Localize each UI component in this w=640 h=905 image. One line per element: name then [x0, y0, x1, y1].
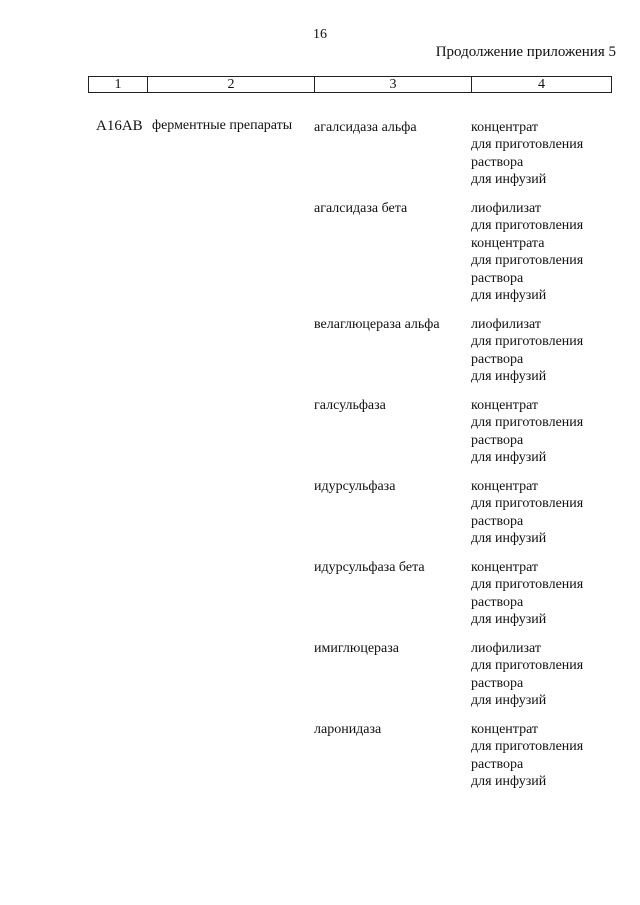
dosage-form-line: для инфузий: [471, 369, 547, 385]
dosage-form-line: для инфузий: [471, 450, 547, 466]
dosage-form-line: концентрат: [471, 722, 539, 737]
dosage-form-line: раствора: [471, 270, 524, 286]
dosage-form-line: раствора: [471, 675, 524, 691]
dosage-form-line: концентрат: [471, 479, 539, 494]
drug-name: идурсульфаза бета: [314, 560, 425, 575]
continuation-heading: Продолжение приложения 5: [435, 44, 616, 60]
dosage-form: [471, 397, 583, 467]
dosage-form-line: для приготовления: [471, 137, 584, 153]
dosage-form-line: для приготовления: [471, 253, 584, 269]
dosage-form: [471, 640, 583, 710]
dosage-form-line: лиофилизат: [471, 317, 542, 332]
drug-name: идурсульфаза: [314, 479, 396, 494]
dosage-form-line: для приготовления: [471, 577, 584, 593]
dosage-form-line: раствора: [471, 432, 524, 448]
dosage-form-line: для инфузий: [471, 774, 547, 790]
dosage-form-line: концентрат: [471, 560, 539, 575]
drug-name: велаглюцераза альфа: [314, 317, 440, 332]
drug-name: агалсидаза альфа: [314, 120, 417, 135]
dosage-form-line: концентрат: [471, 120, 539, 135]
page-number: 16: [313, 27, 327, 42]
dosage-form: [471, 119, 583, 189]
dosage-form-line: лиофилизат: [471, 201, 542, 216]
dosage-form-line: для инфузий: [471, 172, 547, 188]
dosage-form-line: для приготовления: [471, 658, 584, 674]
dosage-form-line: для инфузий: [471, 612, 547, 628]
drug-name: агалсидаза бета: [314, 201, 408, 216]
dosage-form-line: для приготовления: [471, 739, 584, 755]
drug-name: галсульфаза: [314, 398, 386, 413]
dosage-form: [471, 721, 583, 791]
dosage-form-line: для приготовления: [471, 496, 584, 512]
dosage-form: [471, 200, 583, 304]
dosage-form-line: для приготовления: [471, 415, 584, 431]
dosage-form-line: для инфузий: [471, 693, 547, 709]
dosage-form-line: для инфузий: [471, 288, 547, 304]
dosage-form-line: для приготовления: [471, 334, 584, 350]
dosage-form-line: для приготовления: [471, 218, 584, 234]
dosage-form: [471, 559, 583, 629]
dosage-form-line: раствора: [471, 513, 524, 529]
dosage-form-line: концентрат: [471, 398, 539, 413]
column-header-1: 1: [89, 77, 148, 93]
column-header-4: 4: [472, 77, 612, 93]
column-header-2: 2: [148, 77, 315, 93]
dosage-form-line: раствора: [471, 594, 524, 610]
group-name: ферментные препараты: [152, 118, 293, 133]
dosage-form-line: лиофилизат: [471, 641, 542, 656]
dosage-form-line: раствора: [471, 351, 524, 367]
dosage-form-line: для инфузий: [471, 531, 547, 547]
dosage-form-line: раствора: [471, 154, 524, 170]
drug-name: ларонидаза: [314, 722, 382, 737]
drug-name: имиглюцераза: [314, 641, 399, 656]
column-number-header: [88, 76, 612, 93]
dosage-form: [471, 316, 583, 386]
atc-code: A16AB: [96, 118, 143, 134]
column-header-3: 3: [315, 77, 472, 93]
dosage-form-line: концентрата: [471, 235, 545, 251]
dosage-form: [471, 478, 583, 548]
dosage-form-line: раствора: [471, 756, 524, 772]
